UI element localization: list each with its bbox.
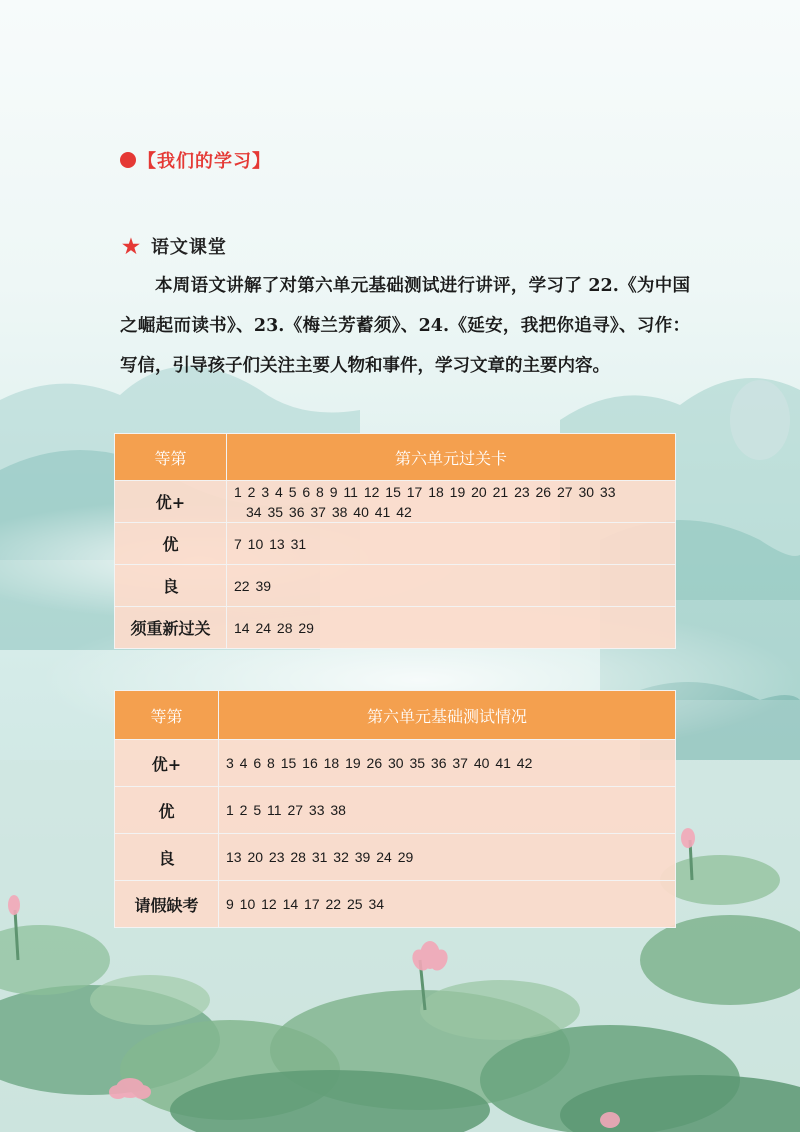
- table-row: [115, 787, 676, 834]
- star-icon: ★: [122, 234, 141, 258]
- level-cell: 优: [115, 523, 227, 565]
- student-numbers-cell: [227, 481, 676, 523]
- table-header-level: 等第: [115, 434, 227, 481]
- student-numbers-cell: 1 2 5 11 27 33 38: [219, 787, 676, 834]
- chinese-class-heading-text: 语文课堂: [150, 237, 227, 258]
- level-cell: 请假缺考: [115, 881, 219, 928]
- student-numbers-cell: 3 4 6 8 15 16 18 19 26 30 35 36 37 40 41 42: [219, 740, 676, 787]
- student-numbers-cell: 22 39: [227, 565, 676, 607]
- unit6-basic-test-table: [114, 690, 676, 928]
- table-header-title: 第六单元基础测试情况: [219, 691, 676, 740]
- table-row: [115, 607, 676, 649]
- student-numbers-line: 1 2 3 4 5 6 8 9 11 12 15 17 18 19 20 21 23 26 27 30 33: [234, 483, 616, 500]
- level-cell: 优+: [115, 740, 219, 787]
- table-row: [115, 565, 676, 607]
- table-header-row: [115, 691, 676, 740]
- student-numbers-cell: 9 10 12 14 17 22 25 34: [219, 881, 676, 928]
- red-dot-icon: [120, 152, 136, 168]
- student-numbers-cell: 14 24 28 29: [227, 607, 676, 649]
- table-row: [115, 834, 676, 881]
- table-row: [115, 523, 676, 565]
- level-cell: 良: [115, 565, 227, 607]
- unit6-checkpoint-table: [114, 433, 676, 649]
- table-header-title: 第六单元过关卡: [227, 434, 676, 481]
- section-heading-text: 【我们的学习】: [138, 151, 271, 172]
- table-row: [115, 881, 676, 928]
- section-heading: [120, 147, 271, 173]
- student-numbers-cell: 7 10 13 31: [227, 523, 676, 565]
- level-cell: 良: [115, 834, 219, 881]
- level-cell: 优+: [115, 481, 227, 523]
- table-header-level: 等第: [115, 691, 219, 740]
- level-cell: 须重新过关: [115, 607, 227, 649]
- table-row: [115, 481, 676, 523]
- chinese-class-paragraph: 本周语文讲解了对第六单元基础测试进行讲评，学习了 22.《为中国之崛起而读书》、23.《梅兰芳蓄须》、24.《延安，我把你追寻》、习作：写信，引导孩子们关注主要人物和事件，学习文章的主要内容。: [120, 276, 690, 376]
- table-row: [115, 740, 676, 787]
- student-numbers-line: 34 35 36 37 38 40 41 42: [246, 503, 412, 520]
- level-cell: 优: [115, 787, 219, 834]
- table-header-row: [115, 434, 676, 481]
- chinese-class-heading: [122, 233, 227, 259]
- student-numbers-cell: 13 20 23 28 31 32 39 24 29: [219, 834, 676, 881]
